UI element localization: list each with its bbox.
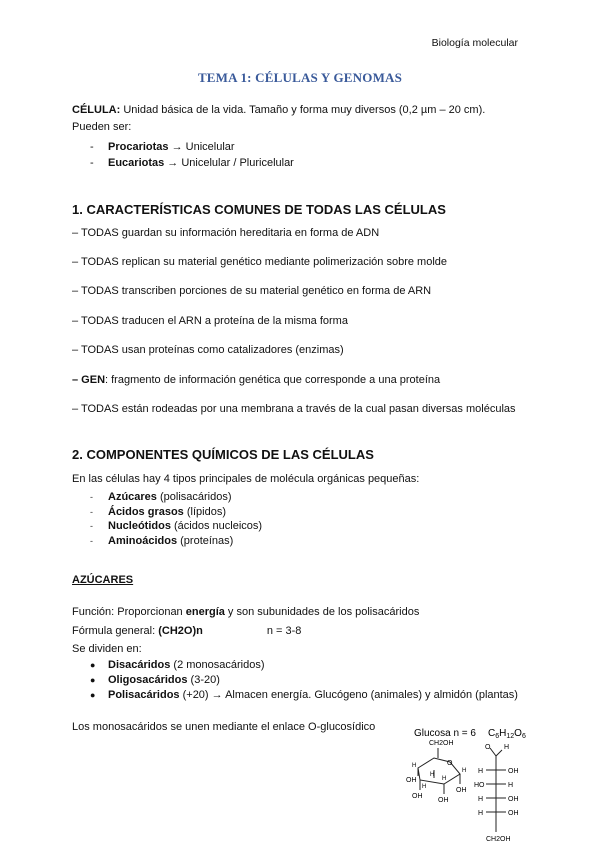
chain-ch2oh-label: CH2OH [486,836,511,843]
ring-h-label: H [462,768,467,774]
function-pre: Función: Proporcionan [72,606,186,618]
intro-can-be: Pueden ser: [72,121,132,133]
intro-definition [72,104,485,116]
section-1-line: – TODAS replican su material genético mediante polimerización sobre molde [72,256,448,268]
ring-h-label: H [422,784,427,790]
glycosidic-link-text: Los monosacáridos se unen mediante el enlace O-glucosídico [72,721,376,733]
sugar-type-name: Oligosacáridos [108,674,188,686]
chain-h-label: H [504,744,510,751]
ring-oh-label: OH [412,793,423,800]
dash-marker: - [90,141,94,153]
cell-type-item [90,141,235,153]
cell-type-name: Eucariotas [108,157,165,169]
header-subject: Biología molecular [431,37,518,49]
ring-oh-label: OH [438,797,449,804]
cell-type-desc: → Unicelular / Pluricelular [164,157,294,169]
sugar-type-item [90,674,220,686]
formula-bold: (CH2O)n [158,625,203,637]
ring-o-label: O [447,760,453,767]
molecule-name: Azúcares [108,491,157,503]
molecule-name: Ácidos grasos [108,506,184,518]
intro-definition-text: Unidad básica de la vida. Tamaño y forma muy diversos (0,2 µm – 20 cm). [120,104,486,116]
azucares-function [72,606,419,618]
bullet-marker: ● [90,660,96,670]
dash-marker: - [90,536,93,546]
molecule-name: Nucleótidos [108,520,171,532]
azucares-divide: Se dividen en: [72,643,142,655]
dash-marker: - [90,507,93,517]
sugar-type-item [90,659,265,671]
chain-left-label: H [478,768,484,775]
dash-marker: - [90,157,94,169]
ring-h-label: H [430,772,435,778]
section-1-heading: 1. CARACTERÍSTICAS COMUNES DE TODAS LAS CÉLULAS [72,202,446,217]
ring-oh-label: OH [456,787,467,794]
function-post: y son subunidades de los polisacáridos [224,606,420,618]
sugar-type-desc: (3-20) [187,674,220,686]
bullet-marker: ● [90,675,96,685]
dash-marker: - [90,521,93,531]
page-title: TEMA 1: CÉLULAS Y GENOMAS [197,70,403,85]
figure-formula: $C_6H_{12}O_6$ [488,728,526,740]
chain-right-label: H [508,782,514,789]
bullet-marker: ● [90,690,96,700]
cell-type-desc: → Unicelular [168,141,235,153]
ring-oh-label: OH [406,777,417,784]
azucares-formula [72,625,301,637]
formula-n: n = 3-8 [266,625,302,637]
cell-type-item [90,157,294,169]
sugar-type-item [90,689,518,701]
section-1-line: – TODAS están rodeadas por una membrana a través de la cual pasan diversas moléculas [72,403,516,415]
chain-left-label: HO [474,782,485,789]
sugar-type-desc: (2 monosacáridos) [170,659,265,671]
section-1-line: – TODAS guardan su información hereditaria en forma de ADN [72,227,380,239]
dash-marker: - [90,492,93,502]
section-1-line: – TODAS traducen el ARN a proteína de la misma forma [72,315,348,327]
molecule-name: Aminoácidos [108,535,178,547]
glucose-chain [486,748,506,832]
azucares-heading: AZÚCARES [72,574,134,586]
chain-right-label: OH [508,810,519,817]
formula-pre: Fórmula general: [72,625,159,637]
cell-type-name: Procariotas [108,141,169,153]
molecule-item [90,491,232,503]
molecule-desc: (ácidos nucleicos) [170,520,263,532]
chain-o-label: O [485,744,491,751]
sugar-type-name: Disacáridos [108,659,171,671]
sugar-type-desc: (+20) → Almacen energía. Glucógeno (animales) y almidón (plantas) [179,689,518,701]
sugar-type-name: Polisacáridos [108,689,180,701]
chain-right-label: OH [508,796,519,803]
figure-caption: Glucosa n = 6 [414,728,476,739]
molecule-item [90,506,226,518]
molecule-item [90,535,233,547]
chain-right-label: OH [508,768,519,775]
molecule-desc: (polisacáridos) [156,491,232,503]
ring-ch2oh-label: CH2OH [429,740,454,747]
section-2-intro: En las células hay 4 tipos principales de molécula orgánicas pequeñas: [72,473,420,485]
chain-left-label: H [478,796,484,803]
gen-term: – GEN [72,374,106,386]
section-2-heading: 2. COMPONENTES QUÍMICOS DE LAS CÉLULAS [72,447,374,462]
molecule-item [90,520,262,532]
ring-h-label: H [442,776,447,782]
molecule-desc: (proteínas) [177,535,234,547]
section-1-line: – TODAS usan proteínas como catalizadores (enzimas) [72,344,344,356]
gen-desc: : fragmento de información genética que corresponde a una proteína [105,374,441,386]
glucose-figure [398,722,558,844]
gen-definition [72,374,440,386]
molecule-desc: (lípidos) [183,506,226,518]
function-bold: energía [185,606,225,618]
section-1-line: – TODAS transcriben porciones de su material genético en forma de ARN [72,285,432,297]
intro-term: CÉLULA: [72,104,121,116]
chain-left-label: H [478,810,484,817]
ring-h-label: H [412,763,417,769]
